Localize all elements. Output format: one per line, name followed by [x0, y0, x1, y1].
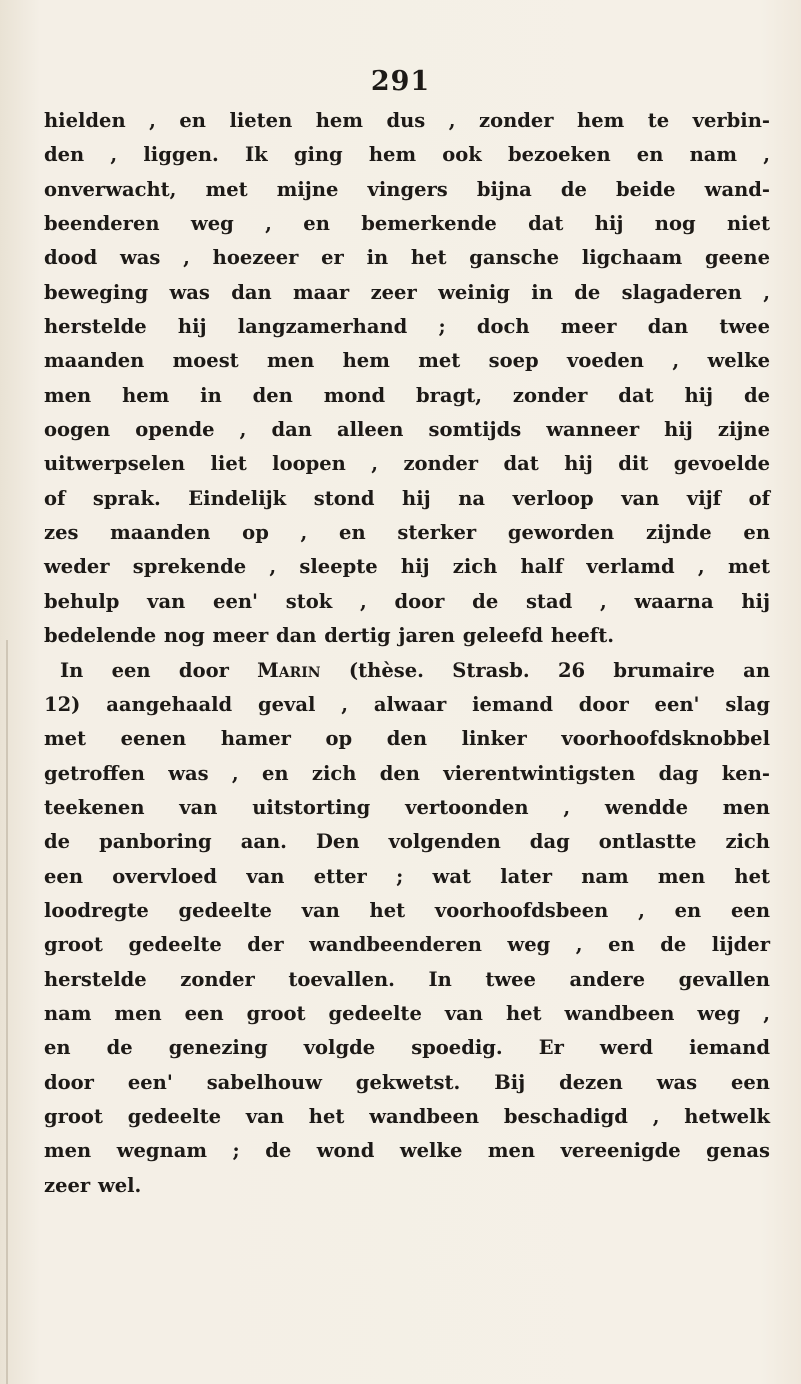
text-line: zeer wel. — [44, 1173, 142, 1197]
text-line: men hem in den mond bragt, zonder dat hij de — [44, 383, 770, 407]
author-name: Marin — [257, 658, 321, 682]
page-gutter-shadow — [6, 640, 8, 1384]
text-line: zes maanden op , en sterker geworden zijnde en — [44, 521, 770, 545]
text-line: teekenen van uitstorting vertoonden , wendde men — [44, 795, 770, 819]
text-line: nam men een groot gedeelte van het wandbeen weg , — [44, 1001, 770, 1025]
text-line: getroffen was , en zich den vierentwintigsten dag ken- — [44, 761, 770, 785]
text-line: men wegnam ; de wond welke men vereenigde genas — [44, 1139, 770, 1163]
text-line: beenderen weg , en bemerkende dat hij nog niet — [44, 212, 770, 236]
text-line: en de genezing volgde spoedig. Er werd iemand — [44, 1036, 770, 1060]
text-line: de panboring aan. Den volgenden dag ontlastte zich — [44, 830, 770, 854]
text-segment: (thèse. Strasb. 26 brumaire an — [320, 658, 770, 682]
text-line: door een' sabelhouw gekwetst. Bij dezen was een — [44, 1070, 770, 1094]
text-line: maanden moest men hem met soep voeden , welke — [44, 349, 770, 373]
text-line: groot gedeelte van het wandbeen beschadigd , hetwelk — [44, 1104, 770, 1128]
text-line: herstelde zonder toevallen. In twee andere gevallen — [44, 967, 770, 991]
text-line: uitwerpselen liet loopen , zonder dat hij dit gevoelde — [44, 452, 770, 476]
paragraph-start-line — [44, 654, 770, 688]
text-line: onverwacht, met mijne vingers bijna de beide wand- — [44, 177, 770, 201]
text-line: of sprak. Eindelijk stond hij na verloop van vijf of — [44, 486, 770, 510]
text-line: beweging was dan maar zeer weinig in de slagaderen , — [44, 280, 770, 304]
text-line: weder sprekende , sleepte hij zich half verlamd , met — [44, 555, 770, 579]
text-line: den , liggen. Ik ging hem ook bezoeken en nam , — [44, 143, 770, 167]
text-line: bedelende nog meer dan dertig jaren geleefd heeft. — [44, 624, 614, 648]
text-line: een overvloed van etter ; wat later nam men het — [44, 864, 770, 888]
text-line: met eenen hamer op den linker voorhoofdsknobbel — [44, 727, 770, 751]
text-line: groot gedeelte der wandbeenderen weg , en de lijder — [44, 933, 770, 957]
text-line: herstelde hij langzamerhand ; doch meer dan twee — [44, 315, 770, 339]
text-line: 12) aangehaald geval , alwaar iemand door een' slag — [44, 692, 770, 716]
text-line: behulp van een' stok , door de stad , waarna hij — [44, 589, 770, 613]
text-segment: In een door — [60, 658, 258, 682]
body-text — [44, 104, 770, 1203]
text-line: dood was , hoezeer er in het gansche ligchaam geene — [44, 246, 770, 270]
text-line: loodregte gedeelte van het voorhoofdsbeen , en een — [44, 898, 770, 922]
page-number: 291 — [370, 66, 431, 97]
text-line: hielden , en lieten hem dus , zonder hem te verbin- — [44, 109, 770, 132]
text-line: oogen opende , dan alleen somtijds wanneer hij zijne — [44, 418, 770, 442]
